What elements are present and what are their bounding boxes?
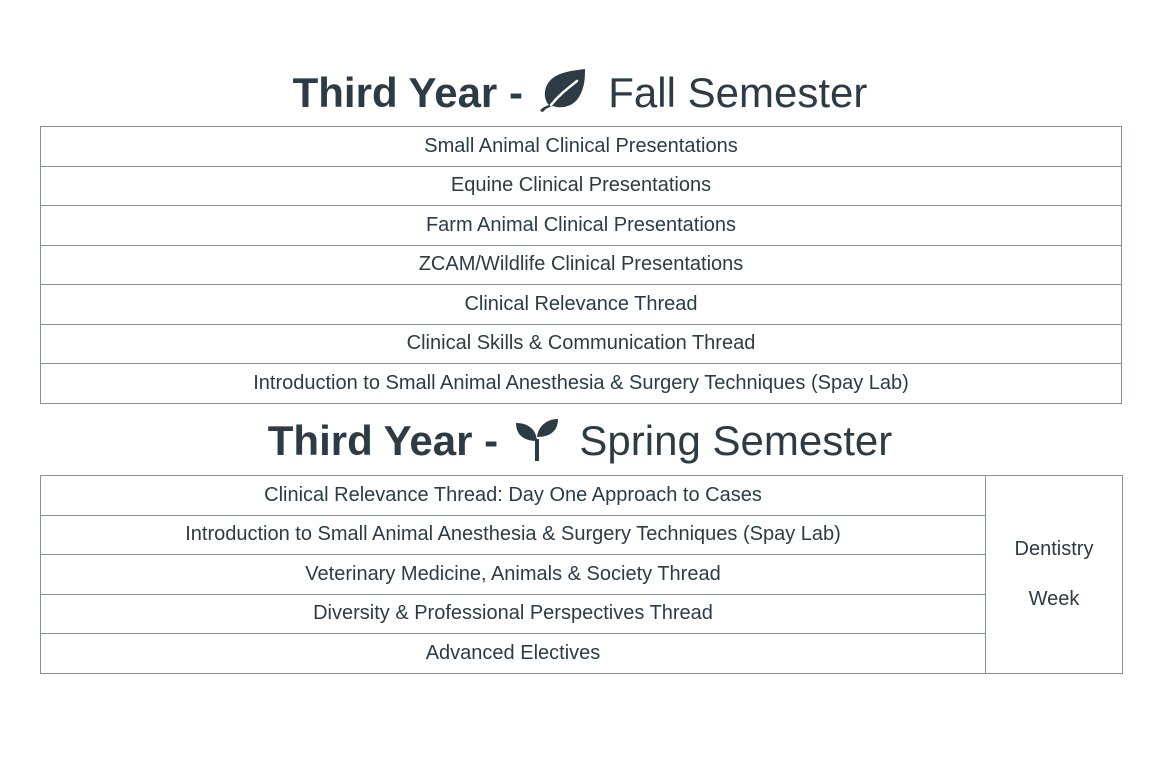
table-row <box>41 634 1123 674</box>
course-cell: Equine Clinical Presentations <box>41 166 1122 206</box>
course-cell: ZCAM/Wildlife Clinical Presentations <box>41 245 1122 285</box>
spring-heading-year: Third Year - <box>267 417 499 464</box>
leaf-icon <box>539 67 589 113</box>
table-row <box>41 285 1122 325</box>
fall-semester-table <box>40 126 1122 404</box>
course-cell: Introduction to Small Animal Anesthesia & Surgery Techniques (Spay Lab) <box>41 364 1122 404</box>
table-row <box>41 245 1122 285</box>
table-row <box>41 594 1123 634</box>
course-cell: Advanced Electives <box>41 634 986 674</box>
course-cell: Veterinary Medicine, Animals & Society Thread <box>41 555 986 595</box>
course-cell: Farm Animal Clinical Presentations <box>41 206 1122 246</box>
table-row <box>41 515 1123 555</box>
course-cell: Diversity & Professional Perspectives Thread <box>41 594 986 634</box>
table-row <box>41 127 1122 167</box>
dentistry-week-line1: Dentistry <box>1014 538 1094 561</box>
dentistry-week-cell <box>986 476 1123 674</box>
fall-heading-year: Third Year - <box>292 69 523 116</box>
course-cell: Clinical Relevance Thread: Day One Approach to Cases <box>41 476 986 516</box>
course-cell: Introduction to Small Animal Anesthesia & Surgery Techniques (Spay Lab) <box>41 515 986 555</box>
spring-semester-heading <box>0 416 1160 466</box>
table-row <box>41 555 1123 595</box>
table-row <box>41 206 1122 246</box>
course-cell: Clinical Relevance Thread <box>41 285 1122 325</box>
fall-heading-semester: Fall Semester <box>608 69 868 116</box>
spring-semester-table <box>40 475 1123 674</box>
course-cell: Clinical Skills & Communication Thread <box>41 324 1122 364</box>
fall-semester-heading <box>0 67 1160 118</box>
seedling-icon <box>514 417 560 461</box>
table-row <box>41 364 1122 404</box>
course-cell: Small Animal Clinical Presentations <box>41 127 1122 167</box>
table-row <box>41 476 1123 516</box>
table-row <box>41 324 1122 364</box>
spring-heading-semester: Spring Semester <box>579 417 893 464</box>
table-row <box>41 166 1122 206</box>
dentistry-week-line2: Week <box>1028 588 1080 611</box>
